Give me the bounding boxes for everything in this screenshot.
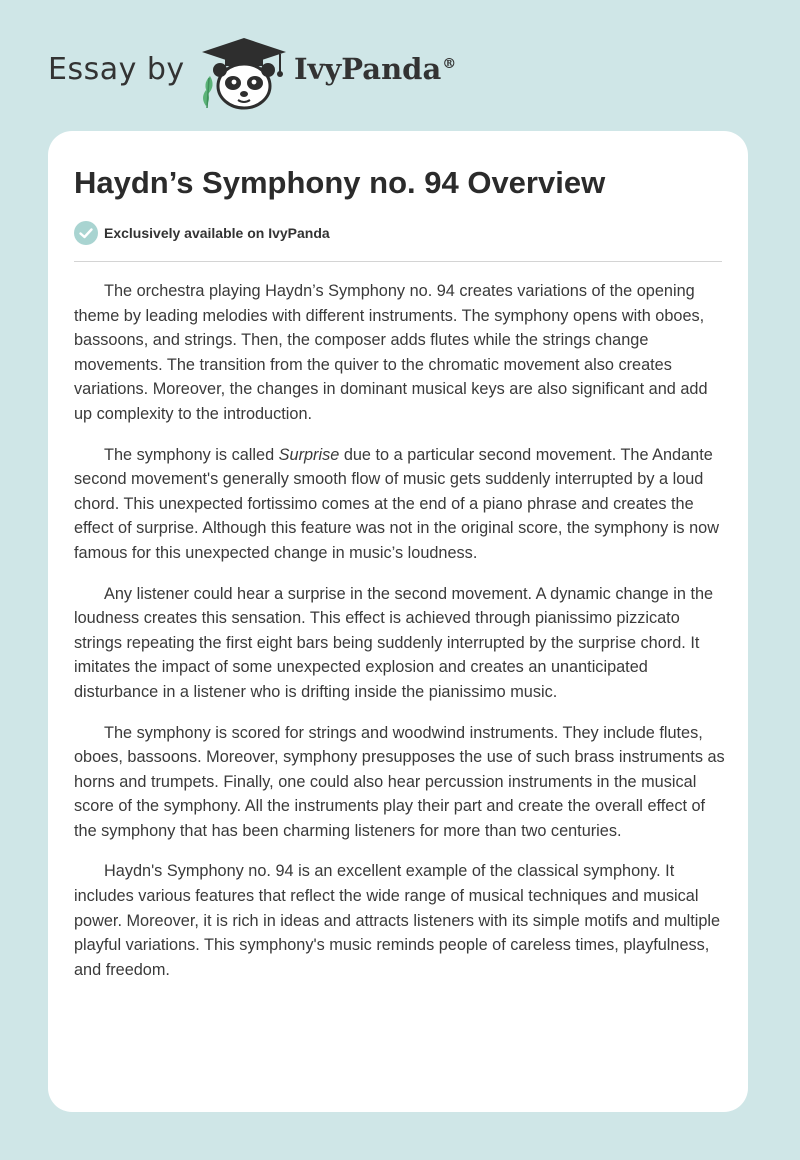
paragraph-2 (74, 443, 726, 566)
registered-mark: ® (442, 56, 457, 73)
exclusive-badge-label: Exclusively available on IvyPanda (104, 225, 330, 241)
brand-text: IvyPanda (294, 52, 442, 86)
paragraph-2-start: The symphony is called (104, 445, 279, 464)
paragraph-3: Any listener could hear a surprise in the second movement. A dynamic change in the loudness creates this sensation. This effect is achieved through pianissimo pizzicato strings repeating the first eight bars being suddenly interrupted by the surprise chord. It imitates the impact of some unexpected explosion and creates an unanticipated disturbance in a listener who is drifting inside the pianissimo music. (74, 584, 714, 701)
surprise-emphasis: Surprise (278, 445, 340, 464)
exclusive-badge (74, 221, 330, 245)
paragraph-1: The orchestra playing Haydn’s Symphony no. 94 creates variations of the opening theme by leading melodies with different instruments. The symphony opens with oboes, bassoons, and strings. Then, the composer adds flutes while the strings change movements. The transition from the quiver to the chromatic movement also creates variations. Moreover, the changes in dominant musical keys are also significant and add up complexity to the introduction. (74, 282, 708, 423)
paragraph-2-end: due to a particular second movement. The Andante second movement's generally smooth flow of music gets suddenly interrupted by a loud chord. This unexpected fortissimo comes at the end of a piano phrase and creates the effect of surprise. Although this feature was not in the original score, the symphony is now famous for this unexpected change in music’s loudness. (74, 445, 719, 562)
site-header (48, 30, 748, 110)
paragraph-4: The symphony is scored for strings and woodwind instruments. They include flutes, oboes, bassoons. Moreover, symphony presupposes the use of such brass instruments as horns and trumpets. Finally, one could also hear percussion instruments in the musical score of the symphony. All the instruments play their part and create the overall effect of the symphony that has been charming listeners for more than two centuries. (74, 723, 725, 840)
divider (74, 261, 722, 262)
essay-by-label: Essay by (48, 52, 185, 87)
essay-body (74, 279, 726, 998)
panda-graduate-icon[interactable] (198, 36, 290, 110)
paragraph-5: Haydn's Symphony no. 94 is an excellent example of the classical symphony. It includes various features that reflect the wide range of musical techniques and musical power. Moreover, it is rich in ideas and attracts listeners with its simple motifs and multiple playful variations. This symphony's music reminds people of careless times, playfulness, and freedom. (74, 862, 721, 979)
essay-card (48, 131, 748, 1112)
check-circle-icon (74, 221, 98, 245)
brand-name[interactable] (294, 52, 456, 86)
page-title: Haydn’s Symphony no. 94 Overview (74, 165, 606, 200)
